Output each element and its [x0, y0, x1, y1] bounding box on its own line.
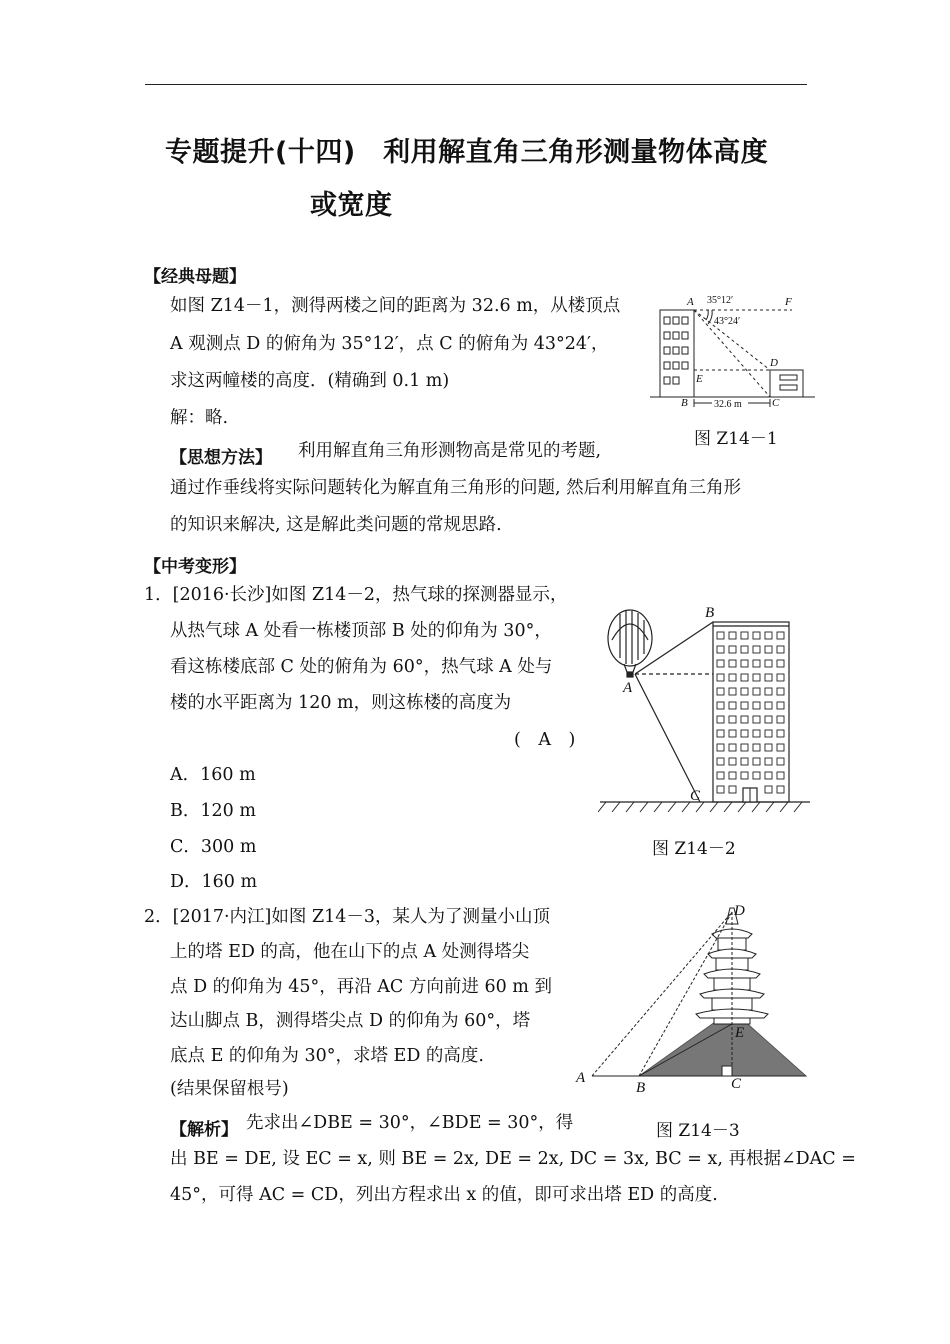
q1-option-d: D．160 m — [170, 872, 258, 892]
top-rule — [145, 84, 807, 85]
variants-heading: 【中考变形】 — [144, 557, 246, 577]
classic-line-3: 求这两幢楼的高度．(精确到 0.1 m) — [170, 371, 450, 391]
q2-line-3: 点 D 的仰角为 45°，再沿 AC 方向前进 60 m 到 — [170, 977, 552, 997]
pagoda — [696, 908, 768, 1024]
analysis-line-1: 先求出∠DBE = 30°，∠BDE = 30°，得 — [246, 1113, 574, 1133]
fig3-label-B: B — [636, 1080, 646, 1096]
q1-answer: ( A ) — [514, 730, 576, 750]
figure-z14-1-caption: 图 Z14－1 — [694, 429, 778, 449]
fig1-distance: 32.6 m — [714, 399, 742, 410]
classic-line-2: A 观测点 D 的俯角为 35°12′，点 C 的俯角为 43°24′， — [170, 334, 609, 354]
q2-line-4: 达山脚点 B，测得塔尖点 D 的仰角为 60°，塔 — [170, 1011, 531, 1031]
classic-heading: 【经典母题】 — [144, 267, 246, 287]
fig2-label-A: A — [623, 680, 633, 696]
q1-option-b: B．120 m — [170, 801, 256, 821]
figure-z14-3 — [572, 900, 810, 1096]
q2-line-1: 2．[2017·内江]如图 Z14－3，某人为了测量小山顶 — [144, 907, 551, 927]
q2-line-6: (结果保留根号) — [170, 1079, 289, 1099]
fig1-label-A: A — [687, 296, 694, 308]
analysis-heading: 【解析】 — [170, 1120, 238, 1140]
fig1-angle1: 35°12′ — [707, 295, 734, 306]
figure-z14-2-caption: 图 Z14－2 — [652, 839, 736, 859]
analysis-line-3: 45°，可得 AC = CD，列出方程求出 x 的值，即可求出塔 ED 的高度. — [170, 1185, 718, 1205]
fig3-label-A: A — [576, 1070, 586, 1086]
method-line-2: 通过作垂线将实际问题转化为解直角三角形的问题, 然后利用解直角三角形 — [170, 478, 742, 498]
fig3-label-E: E — [735, 1025, 745, 1041]
fig1-label-E: E — [696, 373, 703, 385]
fig2-label-C: C — [690, 788, 701, 804]
building-windows — [717, 632, 784, 793]
left-building-windows — [664, 317, 688, 384]
figure-z14-1 — [650, 290, 820, 412]
q1-line-1: 1．[2016·长沙]如图 Z14－2，热气球的探测器显示， — [144, 585, 568, 605]
hot-air-balloon — [608, 610, 652, 666]
q2-line-5: 底点 E 的仰角为 30°，求塔 ED 的高度. — [170, 1046, 484, 1066]
method-line-1: 利用解直角三角形测物高是常见的考题, — [298, 441, 602, 461]
q1-option-a: A．160 m — [170, 765, 256, 785]
page-title: 专题提升(十四) 利用解直角三角形测量物体高度 — [165, 137, 769, 168]
fig1-label-F: F — [785, 296, 792, 308]
classic-line-1: 如图 Z14－1，测得两楼之间的距离为 32.6 m，从楼顶点 — [170, 296, 621, 316]
fig3-label-C: C — [731, 1076, 742, 1092]
fig1-label-B: B — [681, 397, 688, 409]
classic-answer: 解：略. — [170, 408, 229, 428]
figure-z14-3-caption: 图 Z14－3 — [656, 1121, 740, 1141]
q1-line-4: 楼的水平距离为 120 m，则这栋楼的高度为 — [170, 693, 512, 713]
q1-option-c: C．300 m — [170, 837, 257, 857]
fig2-label-B: B — [705, 605, 715, 621]
method-heading: 【思想方法】 — [170, 448, 272, 468]
analysis-line-2: 出 BE = DE, 设 EC = x, 则 BE = 2x, DE = 2x, DC = 3x, BC = x, 再根据∠DAC = — [170, 1149, 856, 1169]
q2-line-2: 上的塔 ED 的高，他在山下的点 A 处测得塔尖 — [170, 942, 530, 962]
fig3-label-D: D — [734, 903, 745, 919]
figure-z14-2 — [598, 600, 812, 820]
page-title-line2: 或宽度 — [310, 190, 393, 221]
q1-line-2: 从热气球 A 处看一栋楼顶部 B 处的仰角为 30°， — [170, 621, 552, 641]
fig1-label-C: C — [772, 397, 780, 409]
q1-line-3: 看这栋楼底部 C 处的俯角为 60°，热气球 A 处与 — [170, 657, 553, 677]
fig1-angle2: 43°24′ — [714, 316, 741, 327]
fig1-label-D: D — [770, 357, 778, 369]
method-line-3: 的知识来解决, 这是解此类问题的常规思路. — [170, 515, 502, 535]
